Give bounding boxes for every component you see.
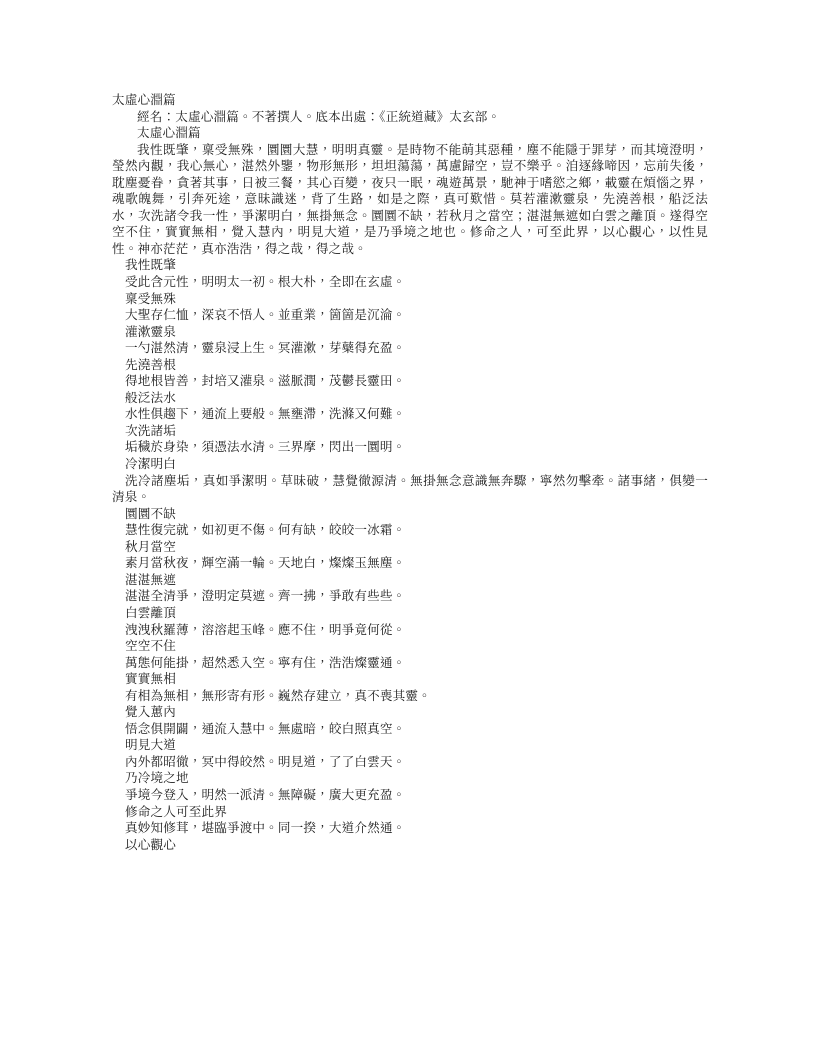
stanza-text: 悟念俱開闢，通流入慧中。無處暗，皎白照真空。 <box>125 720 406 736</box>
stanza-heading: 般泛法水 <box>125 389 176 405</box>
stanza-text: 萬態何能掛，超然悉入空。寧有住，浩浩燦靈通。 <box>125 654 406 670</box>
stanza-text: 爭境今登入，明然一派清。無障礙，廣大更充盈。 <box>125 786 406 802</box>
stanza-text: 素月當秋夜，輝空滿一輪。天地白，燦燦玉無塵。 <box>125 555 406 571</box>
stanza-heading: 稟受無殊 <box>125 290 176 306</box>
stanza-text: 洗冷諸塵垢，真如爭潔明。草昧破，慧覺徹源清。無掛無念意識無奔驟，寧然勿擊牽。諸事緒，俱變一清泉。 <box>112 472 708 505</box>
stanza-heading: 實實無相 <box>125 671 176 687</box>
document-text-body <box>112 92 708 853</box>
stanza-heading: 冷潔明白 <box>125 456 176 472</box>
stanza-text: 受此含元性，明明太一初。根大朴，全即在玄虛。 <box>125 274 406 290</box>
stanza-text: 洩洩秋羅薄，溶溶起玉峰。應不住，明爭竟何從。 <box>125 621 406 637</box>
document-title: 太虛心淵篇 <box>112 92 176 107</box>
stanza-heading: 以心觀心 <box>125 836 176 852</box>
stanza-heading: 我性既肇 <box>125 257 176 273</box>
stanza-text: 有相為無相，無形寄有形。巍然存建立，真不喪其靈。 <box>125 687 431 703</box>
stanza-text: 垢穢於身染，須憑法水清。三界摩，閃出一圜明。 <box>125 439 406 455</box>
stanza-text: 慧性復完就，如初更不傷。何有缺，皎皎一冰霜。 <box>125 522 406 538</box>
stanza-text: 一勺湛然清，靈泉浸上生。冥灌漱，芽蘗得充盈。 <box>125 340 406 356</box>
stanza-heading: 白雲離頂 <box>125 604 176 620</box>
stanza-heading: 覺入蕙內 <box>125 704 176 720</box>
stanza-heading: 修命之人可至此界 <box>125 803 227 819</box>
stanza-heading: 湛湛無遮 <box>125 571 176 587</box>
stanza-text: 真妙知修茸，堪臨爭渡中。同一揆，大道介然通。 <box>125 820 406 836</box>
colophon-line: 經名：太虛心淵篇。不著撰人。底本出處：《正統道藏》太玄部。 <box>137 108 501 124</box>
stanza-heading: 次洗諸垢 <box>125 422 176 438</box>
preface-paragraph: 我性既肇，稟受無殊，圜圜大慧，明明真靈。是時物不能萌其惡種，塵不能隱于罪芽，而其境澄明，瑩然內觀，我心無心，湛然外鑒，物形無形，坦坦蕩蕩，萬慮歸空，豈不樂乎。洎逐緣啼因，忘前失後，耽塵憂眷，貪著其事，日被三餐，其心百變，夜只一眠，魂遊萬景，馳神于嗜慾之鄉，載靈在煩惱之界，魂歌魄舞，引奔死途，意昧識迷，背了生路，如是之際，真可歎惜。莫若灌漱靈泉，先澆善根，船泛法水，次洗諸令我一性，爭潔明白，無掛無念。圜圜不缺，若秋月之當空；湛湛無遮如白雲之離頂。遂得空空不住，實實無相，覺入慧內，明見大道，是乃爭境之地也。修命之人，可至此界，以心觀心，以性見性。神亦茫茫，真亦浩浩，得之哉，得之哉。 <box>112 141 708 256</box>
stanza-heading: 乃冷境之地 <box>125 770 189 786</box>
stanza-list <box>112 257 708 853</box>
stanza-heading: 空空不住 <box>125 638 176 654</box>
stanza-text: 內外都昭徹，冥中得皎然。明見道，了了白雲天。 <box>125 753 406 769</box>
stanza-heading: 圜圜不缺 <box>125 505 176 521</box>
stanza-text: 大聖存仁恤，深哀不悟人。並重業，箇箇是沉淪。 <box>125 307 406 323</box>
stanza-heading: 明見大道 <box>125 737 176 753</box>
stanza-heading: 先澆善根 <box>125 356 176 372</box>
stanza-text: 湛湛全清爭，澄明定莫遮。齊一拂，爭敢有些些。 <box>125 588 406 604</box>
stanza-heading: 灌漱靈泉 <box>125 323 176 339</box>
stanza-text: 水性俱趨下，通流上要般。無壅滯，洗滌又何難。 <box>125 406 406 422</box>
stanza-heading: 秋月當空 <box>125 538 176 554</box>
stanza-text: 得地根皆善，封培又灌泉。滋脈潤，茂鬱長靈田。 <box>125 373 406 389</box>
section-title: 太虛心淵篇 <box>137 125 201 141</box>
